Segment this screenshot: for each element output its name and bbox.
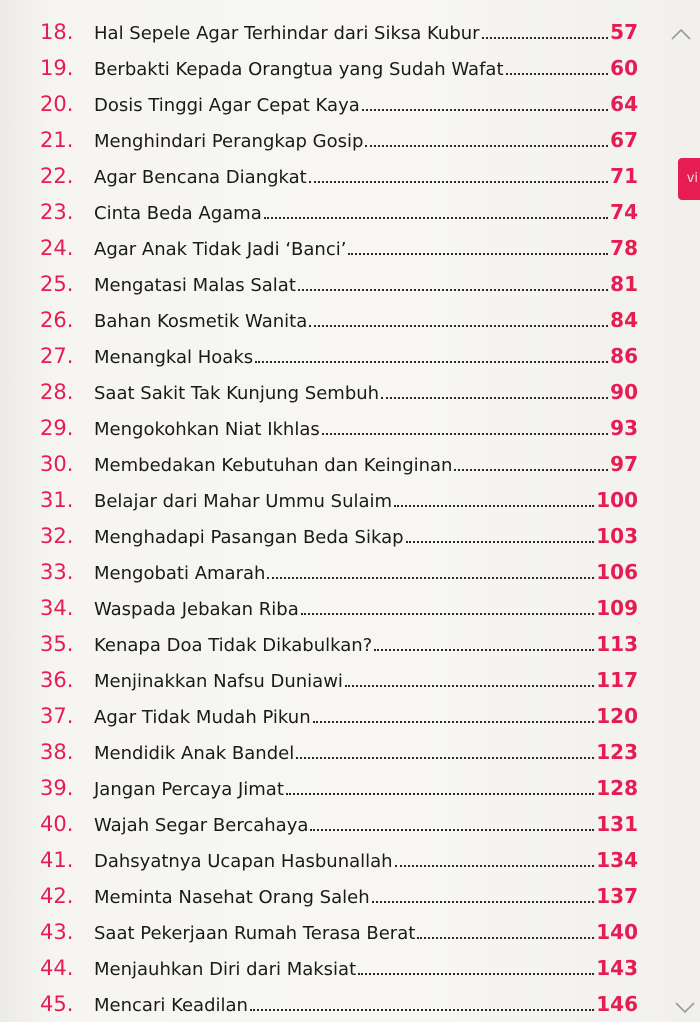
entry-page-number: 128 xyxy=(596,776,638,800)
entry-page-number: 113 xyxy=(596,632,638,656)
side-tab[interactable]: vi xyxy=(678,158,700,200)
entry-number: 31. xyxy=(40,488,74,512)
entry-page-number: 123 xyxy=(596,740,638,764)
dot-leader xyxy=(394,505,594,507)
entry-line xyxy=(94,236,638,260)
entry-title: Membedakan Kebutuhan dan Keinginan xyxy=(94,455,453,476)
entry-number: 37. xyxy=(40,704,74,728)
entry-title: Berbakti Kepada Orangtua yang Sudah Wafat xyxy=(94,59,504,80)
entry-page-number: 146 xyxy=(596,992,638,1016)
entry-line xyxy=(94,596,638,620)
toc-entry[interactable] xyxy=(0,122,700,158)
toc-entry[interactable] xyxy=(0,266,700,302)
dot-leader xyxy=(309,325,608,327)
entry-page-number: 134 xyxy=(596,848,638,872)
entry-number: 21. xyxy=(40,128,74,152)
entry-line xyxy=(94,272,638,296)
entry-page-number: 131 xyxy=(596,812,638,836)
entry-number: 41. xyxy=(40,848,74,872)
entry-number: 18. xyxy=(40,20,74,44)
entry-line xyxy=(94,560,638,584)
toc-entry[interactable] xyxy=(0,86,700,122)
entry-title: Kenapa Doa Tidak Dikabulkan? xyxy=(94,635,373,656)
dot-leader xyxy=(310,829,594,831)
entry-number: 40. xyxy=(40,812,74,836)
entry-line xyxy=(94,812,638,836)
dot-leader xyxy=(372,901,595,903)
entry-page-number: 60 xyxy=(610,56,638,80)
entry-title: Mencari Keadilan xyxy=(94,995,248,1016)
entry-line xyxy=(94,164,638,188)
entry-page-number: 57 xyxy=(610,20,638,44)
entry-line xyxy=(94,920,638,944)
entry-number: 27. xyxy=(40,344,74,368)
dot-leader xyxy=(482,37,609,39)
entry-title: Mengokohkan Niat Ikhlas xyxy=(94,419,320,440)
chevron-up-icon[interactable] xyxy=(670,24,692,46)
toc-entry[interactable] xyxy=(0,986,700,1022)
entry-number: 35. xyxy=(40,632,74,656)
entry-page-number: 120 xyxy=(596,704,638,728)
entry-number: 45. xyxy=(40,992,74,1016)
entry-page-number: 93 xyxy=(610,416,638,440)
entry-title: Wajah Segar Bercahaya xyxy=(94,815,309,836)
entry-title: Menjauhkan Diri dari Maksiat xyxy=(94,959,357,980)
entry-page-number: 103 xyxy=(596,524,638,548)
entry-line xyxy=(94,308,638,332)
entry-line xyxy=(94,20,638,44)
dot-leader xyxy=(362,109,608,111)
entry-line xyxy=(94,992,638,1016)
entry-title: Bahan Kosmetik Wanita xyxy=(94,311,308,332)
dot-leader xyxy=(286,793,594,795)
entry-page-number: 86 xyxy=(610,344,638,368)
dot-leader xyxy=(264,217,608,219)
entry-number: 23. xyxy=(40,200,74,224)
entry-title: Agar Anak Tidak Jadi ‘Banci’ xyxy=(94,239,347,260)
entry-title: Waspada Jebakan Riba xyxy=(94,599,299,620)
entry-line xyxy=(94,740,638,764)
entry-number: 43. xyxy=(40,920,74,944)
toc-entry[interactable] xyxy=(0,770,700,806)
toc-entry[interactable] xyxy=(0,842,700,878)
toc-entry[interactable] xyxy=(0,806,700,842)
dot-leader xyxy=(250,1009,594,1011)
toc-entry[interactable] xyxy=(0,338,700,374)
dot-leader xyxy=(454,469,608,471)
toc-entry[interactable] xyxy=(0,590,700,626)
toc-entry[interactable] xyxy=(0,698,700,734)
entry-title: Saat Pekerjaan Rumah Terasa Berat xyxy=(94,923,416,944)
entry-title: Menghindari Perangkap Gosip xyxy=(94,131,364,152)
entry-line xyxy=(94,956,638,980)
dot-leader xyxy=(358,973,594,975)
entry-line xyxy=(94,56,638,80)
entry-page-number: 143 xyxy=(596,956,638,980)
entry-line xyxy=(94,524,638,548)
toc-entry[interactable] xyxy=(0,554,700,590)
toc-entry[interactable] xyxy=(0,374,700,410)
toc-entry[interactable] xyxy=(0,914,700,950)
entry-title: Meminta Nasehat Orang Saleh xyxy=(94,887,370,908)
dot-leader xyxy=(395,865,595,867)
entry-line xyxy=(94,704,638,728)
dot-leader xyxy=(417,937,594,939)
entry-line xyxy=(94,380,638,404)
toc-entry[interactable] xyxy=(0,230,700,266)
dot-leader xyxy=(309,181,608,183)
entry-page-number: 100 xyxy=(596,488,638,512)
toc-entry[interactable] xyxy=(0,878,700,914)
entry-page-number: 78 xyxy=(610,236,638,260)
dot-leader xyxy=(506,73,609,75)
dot-leader xyxy=(348,253,608,255)
entry-number: 24. xyxy=(40,236,74,260)
entry-title: Mengobati Amarah xyxy=(94,563,266,584)
entry-line xyxy=(94,668,638,692)
toc-entry[interactable] xyxy=(0,950,700,986)
entry-number: 39. xyxy=(40,776,74,800)
dot-leader xyxy=(365,145,608,147)
entry-number: 22. xyxy=(40,164,74,188)
toc-entry[interactable] xyxy=(0,50,700,86)
dot-leader xyxy=(296,757,594,759)
entry-number: 42. xyxy=(40,884,74,908)
toc-entry[interactable] xyxy=(0,446,700,482)
entry-page-number: 97 xyxy=(610,452,638,476)
entry-title: Mendidik Anak Bandel xyxy=(94,743,295,764)
entry-page-number: 81 xyxy=(610,272,638,296)
entry-line xyxy=(94,452,638,476)
entry-line xyxy=(94,488,638,512)
entry-number: 32. xyxy=(40,524,74,548)
entry-page-number: 137 xyxy=(596,884,638,908)
entry-number: 36. xyxy=(40,668,74,692)
entry-title: Hal Sepele Agar Terhindar dari Siksa Kubur xyxy=(94,23,480,44)
entry-line xyxy=(94,128,638,152)
table-of-contents xyxy=(0,14,700,1022)
entry-title: Menangkal Hoaks xyxy=(94,347,254,368)
entry-title: Dahsyatnya Ucapan Hasbunallah xyxy=(94,851,393,872)
entry-page-number: 117 xyxy=(596,668,638,692)
entry-number: 20. xyxy=(40,92,74,116)
dot-leader xyxy=(255,361,608,363)
entry-title: Cinta Beda Agama xyxy=(94,203,262,224)
entry-page-number: 64 xyxy=(610,92,638,116)
entry-page-number: 109 xyxy=(596,596,638,620)
dot-leader xyxy=(322,433,608,435)
entry-title: Dosis Tinggi Agar Cepat Kaya xyxy=(94,95,360,116)
entry-line xyxy=(94,416,638,440)
entry-line xyxy=(94,776,638,800)
dot-leader xyxy=(381,397,608,399)
entry-title: Agar Bencana Diangkat xyxy=(94,167,307,188)
entry-number: 28. xyxy=(40,380,74,404)
entry-number: 38. xyxy=(40,740,74,764)
toc-entry[interactable] xyxy=(0,14,700,50)
dot-leader xyxy=(301,613,594,615)
toc-entry[interactable] xyxy=(0,410,700,446)
entry-number: 30. xyxy=(40,452,74,476)
entry-page-number: 84 xyxy=(610,308,638,332)
entry-line xyxy=(94,884,638,908)
toc-entry[interactable] xyxy=(0,158,700,194)
entry-title: Mengatasi Malas Salat xyxy=(94,275,296,296)
chevron-down-icon[interactable] xyxy=(674,996,696,1018)
entry-title: Saat Sakit Tak Kunjung Sembuh xyxy=(94,383,380,404)
entry-page-number: 74 xyxy=(610,200,638,224)
entry-number: 29. xyxy=(40,416,74,440)
dot-leader xyxy=(374,649,594,651)
entry-title: Menghadapi Pasangan Beda Sikap xyxy=(94,527,404,548)
entry-line xyxy=(94,632,638,656)
entry-title: Agar Tidak Mudah Pikun xyxy=(94,707,311,728)
entry-page-number: 140 xyxy=(596,920,638,944)
entry-page-number: 90 xyxy=(610,380,638,404)
dot-leader xyxy=(313,721,595,723)
dot-leader xyxy=(345,685,594,687)
toc-entry[interactable] xyxy=(0,734,700,770)
toc-entry[interactable] xyxy=(0,194,700,230)
entry-number: 33. xyxy=(40,560,74,584)
toc-entry[interactable] xyxy=(0,482,700,518)
toc-entry[interactable] xyxy=(0,662,700,698)
entry-number: 26. xyxy=(40,308,74,332)
entry-number: 25. xyxy=(40,272,74,296)
entry-line xyxy=(94,344,638,368)
entry-title: Menjinakkan Nafsu Duniawi xyxy=(94,671,343,692)
toc-entry[interactable] xyxy=(0,302,700,338)
dot-leader xyxy=(298,289,608,291)
toc-entry[interactable] xyxy=(0,518,700,554)
dot-leader xyxy=(267,577,594,579)
entry-page-number: 71 xyxy=(610,164,638,188)
entry-line xyxy=(94,92,638,116)
entry-page-number: 106 xyxy=(596,560,638,584)
entry-title: Belajar dari Mahar Ummu Sulaim xyxy=(94,491,393,512)
entry-line xyxy=(94,200,638,224)
entry-number: 34. xyxy=(40,596,74,620)
toc-entry[interactable] xyxy=(0,626,700,662)
entry-number: 19. xyxy=(40,56,74,80)
dot-leader xyxy=(406,541,595,543)
entry-title: Jangan Percaya Jimat xyxy=(94,779,284,800)
entry-page-number: 67 xyxy=(610,128,638,152)
entry-line xyxy=(94,848,638,872)
entry-number: 44. xyxy=(40,956,74,980)
